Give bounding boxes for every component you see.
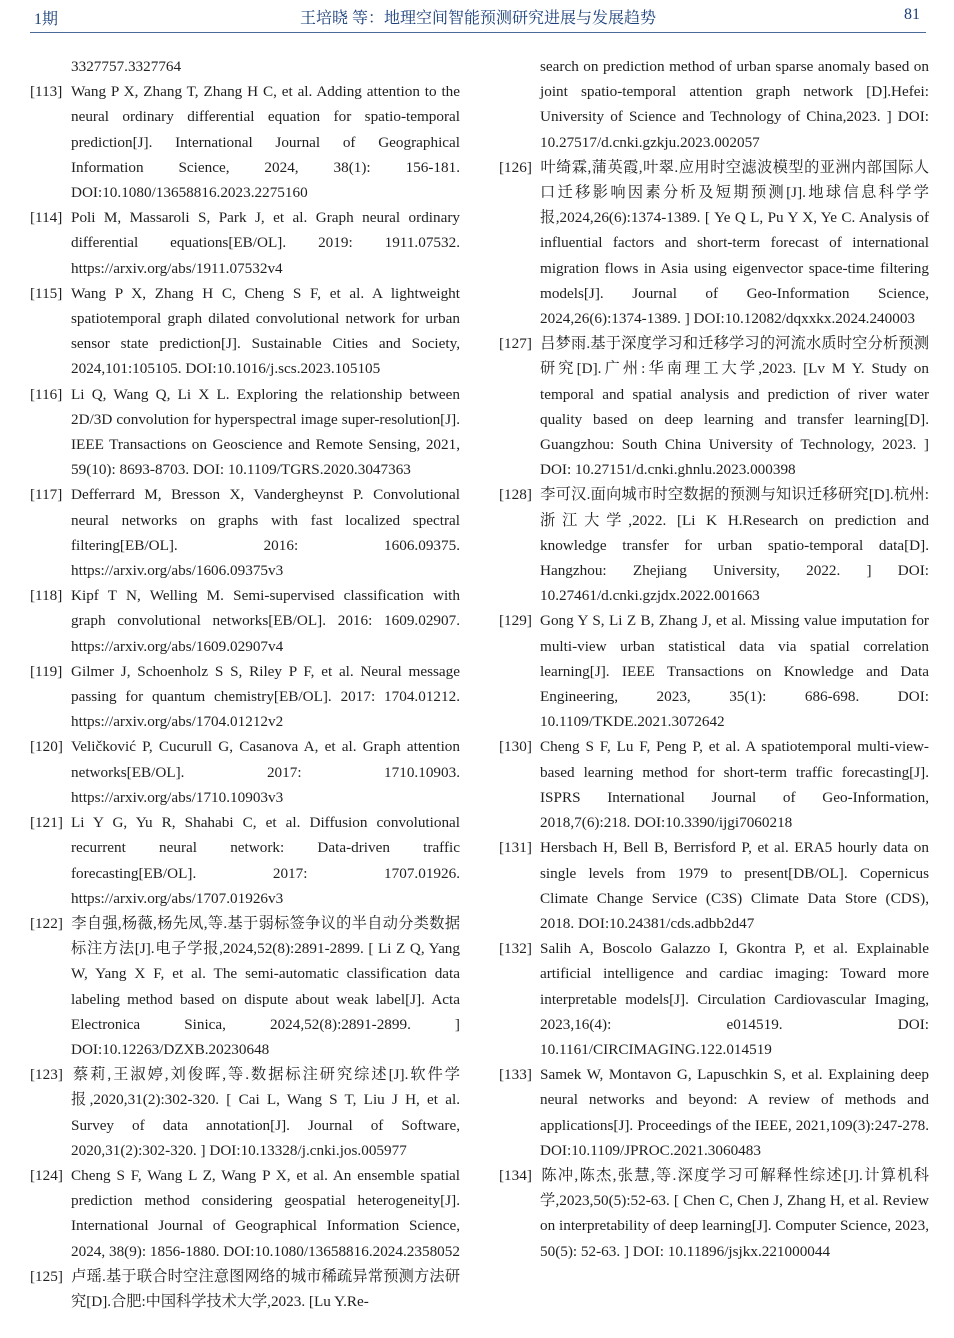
reference-text: 卢瑶.基于联合时空注意图网络的城市稀疏异常预测方法研究[D].合肥:中国科学技术大学,2023. [Lu Y.Re- (71, 1267, 460, 1310)
reference-number: [117] (30, 486, 63, 504)
reference-text: Gong Y S, Li Z B, Zhang J, et al. Missing value imputation for multi-view urban statistical data via spatial correlation learning[J]. IEEE Transactions on Knowledge and Data Engineering, 2023, 35(1): 686-698. DOI: 10.1109/TKDE.2021.3072642 (540, 612, 929, 731)
reference-number: [134] (499, 1166, 532, 1184)
reference-number: [130] (499, 738, 532, 756)
reference-number: [121] (30, 814, 63, 832)
reference-number: [115] (30, 284, 63, 302)
reference-continuation: search on prediction method of urban sparse anomaly based on joint spatio-temporal attention graph network [D].Hefei: University of Science and Technology of China,2023. ] DOI: 10.27517/d.cnki.gzkju.2023.002057 (540, 58, 929, 151)
reference-entry (499, 734, 929, 835)
reference-number: [126] (499, 158, 532, 176)
reference-text: 蔡莉,王淑婷,刘俊晖,等.数据标注研究综述[J].软件学报,2020,31(2):302-320. [ Cai L, Wang S T, Liu J H, et al. Survey of data annotation[J]. Journal of Software, 2020,31(2):302-320. ] DOI:10.13328/j.cnki.jos.005977 (71, 1066, 460, 1159)
reference-entry (30, 911, 460, 1062)
reference-text: 吕梦雨.基于深度学习和迁移学习的河流水质时空分析预测研究[D].广州:华南理工大学,2023. [Lv M Y. Study on temporal and spatial analysis and prediction of river water quality based on deep learning and transfer learning[D]. Guangzhou: South China University of Technology, 2023. ] DOI: 10.27151/d.cnki.ghnlu.2023.000398 (540, 335, 929, 479)
right-column (499, 54, 929, 1264)
reference-number: [133] (499, 1066, 532, 1084)
reference-text: Gilmer J, Schoenholz S S, Riley P F, et al. Neural message passing for quantum chemistry[EB/OL]. 2017: 1704.01212. https://arxiv.org/abs/1704.01212v2 (71, 662, 460, 731)
reference-number: [116] (30, 385, 63, 403)
reference-continuation: 3327757.3327764 (71, 58, 182, 75)
reference-entry (30, 205, 460, 281)
reference-entry (499, 835, 929, 936)
running-title: 王培晓 等：地理空间智能预测研究进展与发展趋势 (299, 10, 656, 27)
reference-entry (30, 382, 460, 483)
reference-entry (30, 482, 460, 583)
reference-text: Li Y G, Yu R, Shahabi C, et al. Diffusion convolutional recurrent neural network: Data-driven traffic forecasting[EB/OL]. 2017: 1707.01926. https://arxiv.org/abs/1707.01926v3 (71, 814, 460, 907)
reference-entry (30, 1062, 460, 1163)
reference-number: [123] (30, 1066, 63, 1084)
reference-number: [120] (30, 738, 63, 756)
reference-entry (499, 936, 929, 1062)
reference-number: [129] (499, 612, 532, 630)
reference-entry (499, 1062, 929, 1163)
reference-entry (30, 810, 460, 911)
reference-text: Kipf T N, Welling M. Semi-supervised classification with graph convolutional networks[EB/OL]. 2016: 1609.02907. https://arxiv.org/abs/1609.02907v4 (71, 587, 460, 655)
reference-entry (30, 1163, 460, 1264)
reference-entry (30, 583, 460, 659)
reference-number: [119] (30, 662, 63, 680)
reference-text: 陈冲,陈杰,张慧,等.深度学习可解释性综述[J].计算机科学,2023,50(5):52-63. [ Chen C, Chen J, Zhang H, et al. Review on interpretability of deep learning[J]. Computer Science, 2023, 50(5): 52-63. ] DOI: 10.11896/jsjkx.221000044 (540, 1166, 929, 1260)
reference-text: 叶绮霖,蒲英霞,叶翠.应用时空滤波模型的亚洲内部国际人口迁移影响因素分析及短期预测[J].地球信息科学学报,2024,26(6):1374-1389. [ Ye Q L, Pu Y X, Ye C. Analysis of influential factors and short-term forecast of international migration flows in Asia using eigenvector space-time filtering models[J]. Journal of Geo-Information Science, 2024,26(6):1374-1389. ] DOI:10.12082/dqxxkx.2024.240003 (540, 158, 929, 328)
reference-text: Veličković P, Cucurull G, Casanova A, et al. Graph attention networks[EB/OL]. 2017: 1710.10903. https://arxiv.org/abs/1710.10903v3 (71, 738, 460, 806)
reference-list-right (499, 155, 929, 1264)
reference-entry (499, 608, 929, 734)
reference-text: Salih A, Boscolo Galazzo I, Gkontra P, et al. Explainable artificial intelligence and cardiac imaging: Toward more interpretable models[J]. Circulation Cardiovascular Imaging, 2023,16(4): e014519. DOI: 10.1161/CIRCIMAGING.122.014519 (540, 940, 929, 1058)
reference-list-left (30, 79, 460, 1314)
page-number: 81 (904, 6, 920, 23)
reference-entry (30, 79, 460, 205)
reference-entry (30, 1264, 460, 1314)
reference-number: [118] (30, 587, 63, 605)
reference-text: 李自强,杨薇,杨先凤,等.基于弱标签争议的半自动分类数据标注方法[J].电子学报,2024,52(8):2891-2899. [ Li Z Q, Yang W, Yang X F, et al. The semi-automatic classification data labeling method based on dispute about weak label[J]. Acta Electronica Sinica, 2024,52(8):2891-2899. ] DOI:10.12263/DZXB.20230648 (71, 914, 460, 1058)
reference-entry (499, 331, 929, 482)
reference-text: Samek W, Montavon G, Lapuschkin S, et al. Explaining deep neural networks and beyond: A review of methods and applications[J]. Proceedings of the IEEE, 2021,109(3):247-278. DOI:10.1109/JPROC.2021.3060483 (540, 1066, 929, 1159)
reference-number: [114] (30, 209, 63, 227)
reference-number: [124] (30, 1166, 63, 1184)
reference-text: Cheng S F, Wang L Z, Wang P X, et al. An ensemble spatial prediction method considering geospatial heterogeneity[J]. International Journal of Geographical Information Science, 2024, 38(9): 1856-1880. DOI:10.1080/13658816.2024.2358052 (71, 1166, 460, 1260)
reference-text: Hersbach H, Bell B, Berrisford P, et al. ERA5 hourly data on single levels from 1979 to present[DB/OL]. Copernicus Climate Change Service (C3S) Climate Data Store (CDS), 2018. DOI:10.24381/cds.adbb2d47 (540, 839, 929, 932)
reference-text: Poli M, Massaroli S, Park J, et al. Graph neural ordinary differential equations[EB/OL]. 2019: 1911.07532. https://arxiv.org/abs/1911.07532v4 (71, 209, 460, 277)
reference-entry (30, 734, 460, 810)
reference-text: 李可汉.面向城市时空数据的预测与知识迁移研究[D].杭州:浙江大学,2022. [Li K H.Research on prediction and knowledge transfer for urban spatio-temporal data[D]. Hangzhou: Zhejiang University, 2022. ] DOI: 10.27461/d.cnki.gzjdx.2022.001663 (540, 486, 929, 605)
reference-text: Wang P X, Zhang T, Zhang H C, et al. Adding attention to the neural ordinary differential equation for spatio-temporal prediction[J]. International Journal of Geographical Information Science, 2024, 38(1): 156-181. DOI:10.1080/13658816.2023.2275160 (71, 83, 460, 202)
reference-entry (499, 482, 929, 608)
reference-number: [122] (30, 914, 63, 932)
reference-entry (30, 281, 460, 382)
reference-entry (30, 659, 460, 735)
reference-text: Cheng S F, Lu F, Peng P, et al. A spatiotemporal multi-view-based learning method for short-term traffic forecasting[J]. ISPRS International Journal of Geo-Information, 2018,7(6):218. DOI:10.3390/ijgi7060218 (540, 738, 929, 832)
reference-text: Li Q, Wang Q, Li X L. Exploring the relationship between 2D/3D convolution for hyperspectral image super-resolution[J]. IEEE Transactions on Geoscience and Remote Sensing, 2021, 59(10): 8693-8703. DOI: 10.1109/TGRS.2020.3047363 (71, 385, 460, 479)
left-column (30, 54, 460, 1314)
reference-text: Wang P X, Zhang H C, Cheng S F, et al. A lightweight spatiotemporal graph dilated convolutional network for urban sensor state prediction[J]. Sustainable Cities and Society, 2024,101:105105. DOI:10.1016/j.scs.2023.105105 (71, 284, 460, 378)
reference-number: [125] (30, 1267, 63, 1285)
reference-entry (499, 155, 929, 331)
reference-entry (499, 1163, 929, 1264)
reference-text: Defferrard M, Bresson X, Vandergheynst P. Convolutional neural networks on graphs with fast localized spectral filtering[EB/OL]. 2016: 1606.09375. https://arxiv.org/abs/1606.09375v3 (71, 486, 460, 580)
running-header (30, 0, 926, 33)
reference-number: [113] (30, 83, 63, 101)
issue-label: 1期 (34, 11, 59, 28)
reference-number: [127] (499, 335, 532, 353)
reference-number: [128] (499, 486, 532, 504)
reference-number: [131] (499, 839, 532, 857)
reference-number: [132] (499, 940, 532, 958)
